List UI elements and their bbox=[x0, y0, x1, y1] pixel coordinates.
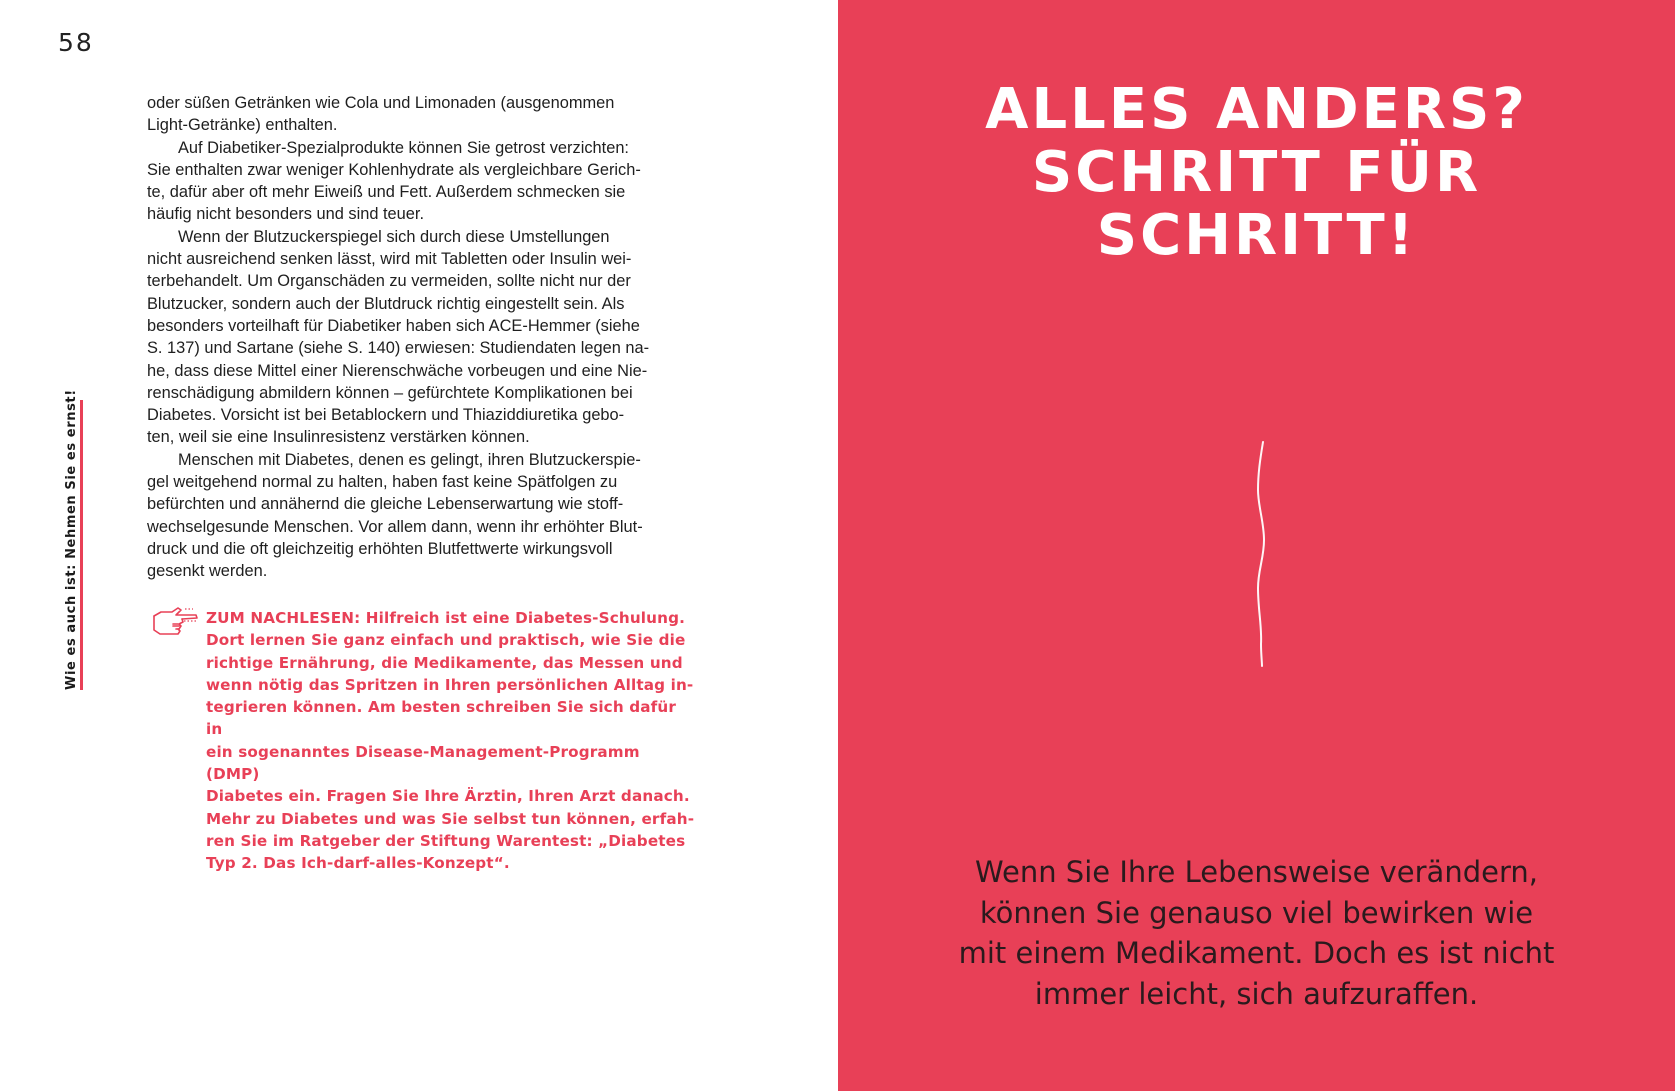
text-line: gesenkt werden. bbox=[147, 562, 268, 581]
text-line: Wenn der Blutzuckerspiegel sich durch diese Umstellungen bbox=[178, 227, 610, 246]
paragraph-1 bbox=[147, 92, 697, 137]
intro-line: mit einem Medikament. Doch es ist nicht bbox=[958, 936, 1555, 970]
pointing-hand-icon bbox=[152, 604, 200, 636]
text-line: wechselgesunde Menschen. Vor allem dann, wenn ihr erhöhter Blut- bbox=[147, 517, 643, 536]
text-line: terbehandelt. Um Organschäden zu vermeiden, sollte nicht nur der bbox=[147, 272, 631, 291]
text-line: befürchten und annähernd die gleiche Lebenserwartung wie stoff- bbox=[147, 495, 624, 514]
paragraph-2 bbox=[147, 137, 697, 226]
text-line: renschädigung abmildern können – gefürchtete Komplikationen bei bbox=[147, 383, 633, 402]
hint-line: ZUM NACHLESEN: Hilfreich ist eine Diabetes-Schulung. bbox=[206, 609, 686, 627]
hint-line: Typ 2. Das Ich-darf-alles-Konzept“. bbox=[206, 854, 510, 873]
text-line: te, dafür aber oft mehr Eiweiß und Fett. Außerdem schmecken sie bbox=[147, 183, 626, 202]
hint-line: richtige Ernährung, die Medikamente, das Messen und bbox=[206, 653, 683, 672]
chapter-side-tab-rule bbox=[80, 400, 83, 690]
hint-line: Dort lernen Sie ganz einfach und praktisch, wie Sie die bbox=[206, 631, 686, 650]
text-line: druck und die oft gleichzeitig erhöhten Blutfettwerte wirkungsvoll bbox=[147, 539, 613, 558]
squiggle-line-decoration bbox=[1246, 440, 1276, 668]
text-line: nicht ausreichend senken lässt, wird mit Tabletten oder Insulin wei- bbox=[147, 250, 632, 269]
text-line: Sie enthalten zwar weniger Kohlenhydrate als vergleichbare Gerich- bbox=[147, 160, 641, 179]
page-number: 58 bbox=[58, 28, 94, 57]
text-line: Auf Diabetiker-Spezialprodukte können Sie getrost verzichten: bbox=[178, 138, 629, 157]
headline-line: ALLES ANDERS? bbox=[985, 77, 1528, 142]
intro-line: können Sie genauso viel bewirken wie bbox=[979, 895, 1534, 930]
headline-line: SCHRITT FÜR bbox=[1031, 140, 1482, 205]
hint-line: Mehr zu Diabetes und was Sie selbst tun können, erfah- bbox=[206, 809, 695, 828]
right-page bbox=[838, 0, 1675, 1091]
intro-line: Wenn Sie Ihre Lebensweise verändern, bbox=[975, 855, 1538, 889]
body-text bbox=[147, 92, 697, 583]
paragraph-3 bbox=[147, 226, 697, 449]
text-line: ten, weil sie eine Insulinresistenz verstärken können. bbox=[147, 428, 530, 447]
intro-line: immer leicht, sich aufzuraffen. bbox=[1034, 976, 1479, 1011]
text-line: häufig nicht besonders und sind teuer. bbox=[147, 205, 425, 224]
hint-line: Diabetes ein. Fragen Sie Ihre Ärztin, Ihren Arzt danach. bbox=[206, 787, 690, 806]
headline-line: SCHRITT! bbox=[1096, 203, 1417, 268]
hint-line: ein sogenanntes Disease-Management-Programm (DMP) bbox=[206, 742, 640, 784]
chapter-side-tab bbox=[60, 389, 84, 690]
text-line: Diabetes. Vorsicht ist bei Betablockern und Thiaziddiuretika gebo- bbox=[147, 406, 625, 425]
text-line: Blutzucker, sondern auch der Blutdruck richtig eingestellt sein. Als bbox=[147, 294, 625, 313]
text-line: S. 137) und Sartane (siehe S. 140) erwiesen: Studiendaten legen na- bbox=[147, 339, 650, 358]
text-line: he, dass diese Mittel einer Nierenschwäche vorbeugen und eine Nie- bbox=[147, 361, 648, 380]
text-line: besonders vorteilhaft für Diabetiker haben sich ACE-Hemmer (siehe bbox=[147, 316, 640, 335]
text-line: gel weitgehend normal zu halten, haben fast keine Spätfolgen zu bbox=[147, 473, 618, 492]
text-line: oder süßen Getränken wie Cola und Limonaden (ausgenommen bbox=[147, 94, 615, 112]
chapter-headline bbox=[838, 78, 1675, 267]
hint-line: wenn nötig das Spritzen in Ihren persönlichen Alltag in- bbox=[206, 675, 694, 694]
hint-line: tegrieren können. Am besten schreiben Sie sich dafür in bbox=[206, 698, 677, 739]
text-line: Light-Getränke) enthalten. bbox=[147, 116, 338, 135]
chapter-side-tab-label: Wie es auch ist: Nehmen Sie es ernst! bbox=[64, 389, 79, 690]
text-line: Menschen mit Diabetes, denen es gelingt, ihren Blutzuckerspie- bbox=[178, 450, 641, 469]
hint-box-text bbox=[206, 607, 696, 875]
hint-line: ren Sie im Ratgeber der Stiftung Warentest: „Diabetes bbox=[206, 831, 686, 850]
chapter-intro-text bbox=[928, 852, 1585, 1014]
paragraph-4 bbox=[147, 449, 697, 583]
